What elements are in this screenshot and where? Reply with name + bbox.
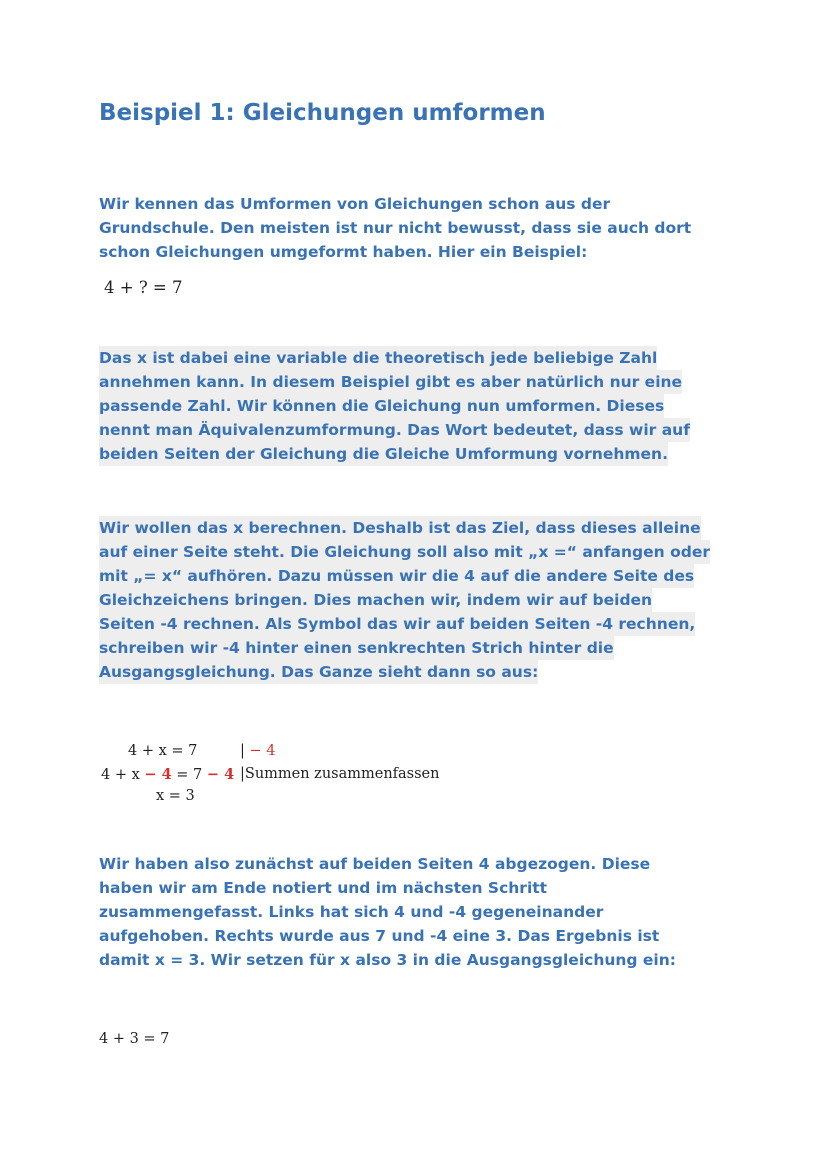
result-paragraph: [99, 852, 676, 972]
paragraph-line: Grundschule. Den meisten ist nur nicht bewusst, dass sie auch dort: [99, 219, 692, 237]
operation-minus-four: − 4: [244, 743, 276, 759]
step-operation: [240, 743, 275, 759]
check-equation: 4 + 3 = 7: [99, 1031, 170, 1047]
step-note: |Summen zusammenfassen: [240, 766, 440, 782]
page-title: Beispiel 1: Gleichungen umformen: [99, 100, 546, 126]
paragraph-line: Wir wollen das x berechnen. Deshalb ist das Ziel, dass dieses alleine: [99, 516, 701, 540]
paragraph-line: aufgehoben. Rechts wurde aus 7 und -4 eine 3. Das Ergebnis ist: [99, 927, 660, 945]
paragraph-line: schon Gleichungen umgeformt haben. Hier ein Beispiel:: [99, 243, 588, 261]
intro-equation: 4 + ? = 7: [104, 278, 183, 297]
variable-paragraph: [99, 346, 690, 466]
step-equation-2: [101, 766, 234, 783]
step-equation-1: 4 + x = 7: [128, 743, 198, 759]
paragraph-line: annehmen kann. In diesem Beispiel gibt es aber natürlich nur eine: [99, 370, 682, 394]
step-equation-3: x = 3: [156, 788, 195, 804]
paragraph-line: damit x = 3. Wir setzen für x also 3 in die Ausgangsgleichung ein:: [99, 951, 676, 969]
paragraph-line: zusammengefasst. Links hat sich 4 und -4 gegeneinander: [99, 903, 604, 921]
paragraph-line: Das x ist dabei eine variable die theoretisch jede beliebige Zahl: [99, 346, 657, 370]
paragraph-line: auf einer Seite steht. Die Gleichung soll also mit „x =“ anfangen oder: [99, 540, 710, 564]
paragraph-line: Ausgangsgleichung. Das Ganze sieht dann so aus:: [99, 660, 538, 684]
paragraph-line: passende Zahl. Wir können die Gleichung nun umformen. Dieses: [99, 394, 664, 418]
paragraph-line: Wir haben also zunächst auf beiden Seiten 4 abgezogen. Diese: [99, 855, 651, 873]
paragraph-line: nennt man Äquivalenzumformung. Das Wort bedeutet, dass wir auf: [99, 418, 690, 442]
equation-red-part: − 4: [206, 766, 235, 783]
equation-part: = 7: [171, 767, 207, 783]
equation-red-part: − 4: [144, 766, 172, 783]
intro-paragraph: [99, 192, 691, 264]
paragraph-line: schreiben wir -4 hinter einen senkrechten Strich hinter die: [99, 636, 614, 660]
goal-paragraph: [99, 516, 710, 684]
operation-bar: |: [240, 743, 245, 759]
paragraph-line: Seiten -4 rechnen. Als Symbol das wir auf beiden Seiten -4 rechnen,: [99, 612, 695, 636]
equation-part: 4 + x: [101, 767, 145, 783]
paragraph-line: Gleichzeichens bringen. Dies machen wir, indem wir auf beiden: [99, 588, 652, 612]
paragraph-line: mit „= x“ aufhören. Dazu müssen wir die 4 auf die andere Seite des: [99, 564, 694, 588]
paragraph-line: beiden Seiten der Gleichung die Gleiche Umformung vornehmen.: [99, 442, 668, 466]
paragraph-line: Wir kennen das Umformen von Gleichungen schon aus der: [99, 195, 611, 213]
paragraph-line: haben wir am Ende notiert und im nächsten Schritt: [99, 879, 548, 897]
